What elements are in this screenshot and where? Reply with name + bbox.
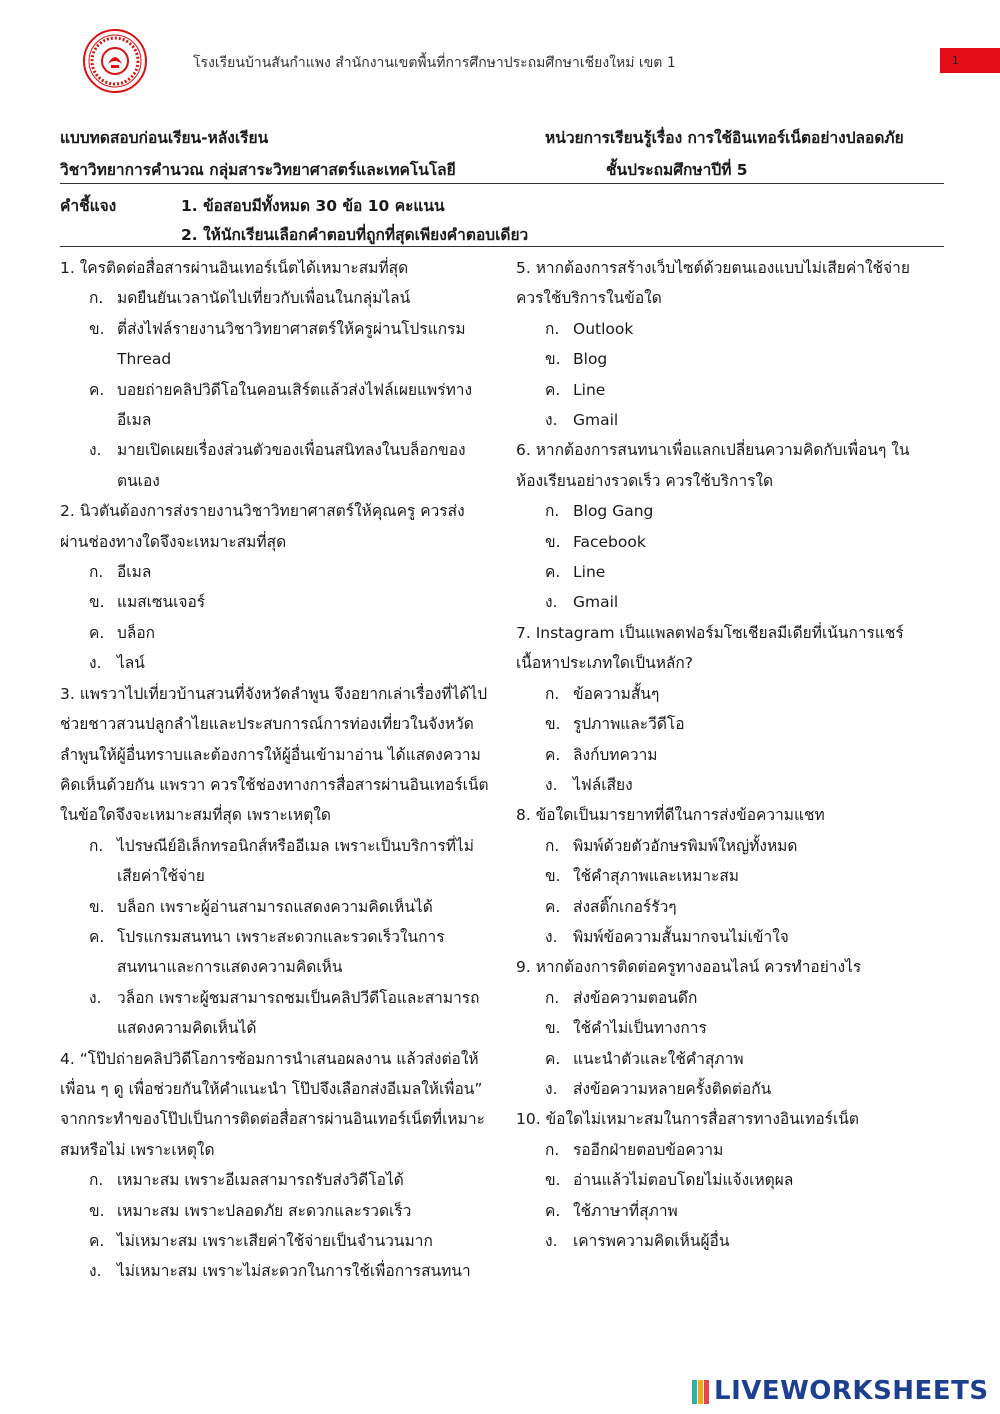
instruction-line-1: 1. ข้อสอบมีทั้งหมด 30 ข้อ 10 คะแนน: [181, 197, 445, 215]
option-text: บล็อก เพราะผู้อ่านสามารถแสดงความคิดเห็นได้: [117, 897, 433, 916]
option-text: รออีกฝ่ายตอบข้อความ: [573, 1140, 724, 1159]
option-letter: ง.: [89, 988, 102, 1007]
option-text: ไม่เหมาะสม เพราะเสียค่าใช้จ่ายเป็นจำนวนมาก: [117, 1232, 433, 1250]
option-letter: ง.: [545, 1232, 558, 1250]
option-letter: ก.: [89, 563, 104, 582]
answer-option[interactable]: [60, 1256, 490, 1286]
option-text: พิมพ์ข้อความสั้นมากจนไม่เข้าใจ: [573, 927, 789, 946]
questions-right-column: [516, 253, 942, 1256]
answer-option[interactable]: [516, 679, 942, 709]
option-text: เคารพความคิดเห็นผู้อื่น: [573, 1232, 730, 1250]
answer-option[interactable]: [516, 344, 942, 374]
option-letter: ง.: [545, 927, 558, 946]
question-text: 5. หากต้องการสร้างเว็บไซต์ด้วยตนเองแบบไม่เสียค่าใช้จ่าย ควรใช้บริการในข้อใด: [516, 259, 910, 308]
answer-option[interactable]: [516, 709, 942, 739]
option-text: ไปรษณีย์อิเล็กทรอนิกส์หรืออีเมล เพราะเป็นบริการที่ไม่เสียค่าใช้จ่าย: [117, 836, 474, 886]
option-text: รูปภาพและวีดีโอ: [573, 715, 685, 734]
option-text: มดยืนยันเวลานัดไปเที่ยวกับเพื่อนในกลุ่มไลน์: [117, 289, 411, 308]
option-text: Line: [573, 563, 606, 582]
option-letter: ค.: [545, 1049, 561, 1068]
page-number-badge: [940, 48, 1000, 73]
liveworksheets-logo: [692, 1376, 988, 1406]
option-text: ส่งสติ๊กเกอร์รัวๆ: [573, 897, 677, 916]
option-text: มายเปิดเผยเรื่องส่วนตัวของเพื่อนสนิทลงในบล็อกของตนเอง: [117, 441, 466, 490]
option-text: แนะนำตัวและใช้คำสุภาพ: [573, 1049, 744, 1068]
option-text: บอยถ่ายคลิปวิดีโอในคอนเสิร์ตแล้วส่งไฟล์เผยแพร่ทางอีเมล: [117, 380, 473, 430]
divider: [60, 183, 944, 184]
option-letter: ง.: [89, 654, 102, 673]
answer-option[interactable]: [60, 435, 490, 496]
option-text: Gmail: [573, 593, 619, 612]
option-letter: ง.: [545, 1079, 558, 1098]
option-text: พิมพ์ด้วยตัวอักษรพิมพ์ใหญ่ทั้งหมด: [573, 836, 798, 855]
option-text: เหมาะสม เพราะอีเมลสามารถรับส่งวิดีโอได้: [117, 1171, 404, 1190]
option-text: Line: [573, 380, 606, 399]
option-letter: ก.: [545, 502, 560, 521]
question-text: 9. หากต้องการติดต่อครูทางออนไลน์ ควรทำอย่างไร: [516, 958, 862, 977]
option-text: Blog Gang: [573, 502, 654, 521]
option-letter: ค.: [89, 380, 105, 399]
question-text: 6. หากต้องการสนทนาเพื่อแลกเปลี่ยนความคิดกับเพื่อนๆ ในห้องเรียนอย่างรวดเร็ว ควรใช้บริการใด: [516, 441, 910, 490]
option-letter: ค.: [545, 1201, 561, 1220]
option-letter: ข.: [89, 897, 105, 916]
school-seal-logo: [82, 28, 148, 94]
page-number: 1: [952, 54, 959, 67]
answer-option[interactable]: [516, 1196, 942, 1226]
instruction-line-2: 2. ให้นักเรียนเลือกคำตอบที่ถูกที่สุดเพียงคำตอบเดียว: [181, 226, 529, 244]
school-header: โรงเรียนบ้านสันกำแพง สำนักงานเขตพื้นที่การศึกษาประถมศึกษาเชียงใหม่ เขต 1: [193, 55, 676, 71]
option-letter: ค.: [89, 1232, 105, 1250]
answer-option[interactable]: [60, 831, 490, 892]
answer-option[interactable]: [60, 375, 490, 436]
answer-option[interactable]: [516, 405, 942, 435]
option-letter: ข.: [545, 715, 561, 734]
answer-option[interactable]: [516, 983, 942, 1013]
option-letter: ค.: [545, 897, 561, 916]
option-text: ไฟล์เสียง: [573, 775, 633, 794]
answer-option[interactable]: [516, 314, 942, 344]
option-text: Outlook: [573, 319, 634, 338]
option-text: อีเมล: [117, 563, 152, 582]
option-text: ข้อความสั้นๆ: [573, 684, 660, 703]
option-text: วล็อก เพราะผู้ชมสามารถชมเป็นคลิปวีดีโอและสามารถแสดงความคิดเห็นได้: [117, 988, 480, 1038]
answer-option[interactable]: [60, 587, 490, 617]
answer-option[interactable]: [516, 587, 942, 617]
option-letter: ข.: [545, 867, 561, 886]
option-text: ใช้ภาษาที่สุภาพ: [573, 1201, 678, 1220]
option-text: ใช้คำสุภาพและเหมาะสม: [573, 867, 740, 886]
answer-option[interactable]: [60, 648, 490, 678]
answer-option[interactable]: [516, 1044, 942, 1074]
option-letter: ข.: [545, 1171, 561, 1190]
option-text: ตี่ส่งไฟล์รายงานวิชาวิทยาศาสตร์ให้ครูผ่านโปรแกรม Thread: [117, 319, 466, 369]
option-text: ใช้คำไม่เป็นทางการ: [573, 1019, 707, 1038]
option-text: ส่งข้อความตอนดึก: [573, 988, 698, 1007]
option-letter: ก.: [545, 684, 560, 703]
answer-option[interactable]: [60, 618, 490, 648]
option-letter: ก.: [89, 289, 104, 308]
option-letter: ค.: [89, 623, 105, 642]
answer-option[interactable]: [60, 1196, 490, 1226]
answer-option[interactable]: [60, 557, 490, 587]
question-text: 4. “โป๊ปถ่ายคลิปวิดีโอการซ้อมการนำเสนอผลงาน แล้วส่งต่อให้เพื่อน ๆ ดู เพื่อช่วยกันให้คำแนะนำ โป๊ปจึงเลือกส่งอีเมลให้เพื่อน” จากกระทำของโป๊ปเป็นการติดต่อสื่อสารผ่านอินเทอร์เน็ตที่เหมาะสมหรือไม่ เพราะเหตุใด: [60, 1049, 485, 1159]
option-letter: ก.: [545, 319, 560, 338]
option-letter: ค.: [545, 563, 561, 582]
option-letter: ง.: [545, 593, 558, 612]
question-text: 8. ข้อใดเป็นมารยาทที่ดีในการส่งข้อความแชท: [516, 806, 825, 825]
option-letter: ข.: [89, 1201, 105, 1220]
option-letter: ข.: [545, 1019, 561, 1038]
liveworksheets-icon: [692, 1380, 710, 1404]
answer-option[interactable]: [60, 1165, 490, 1195]
option-letter: ก.: [89, 836, 104, 855]
option-text: โปรแกรมสนทนา เพราะสะดวกและรวดเร็วในการสนทนาและการแสดงความคิดเห็น: [117, 927, 445, 977]
answer-option[interactable]: [516, 557, 942, 587]
option-letter: ง.: [89, 441, 102, 460]
answer-option[interactable]: [516, 1013, 942, 1043]
brand-name: LIVEWORKSHEETS: [714, 1376, 989, 1406]
divider: [60, 246, 944, 247]
answer-option[interactable]: [516, 1226, 942, 1256]
option-text: อ่านแล้วไม่ตอบโดยไม่แจ้งเหตุผล: [573, 1171, 794, 1190]
question-text: 3. แพรวาไปเที่ยวบ้านสวนที่จังหวัดลำพูน จึงอยากเล่าเรื่องที่ได้ไปช่วยชาวสวนปลูกลำไยและประสบการณ์การท่องเที่ยวในจังหวัดลำพูนให้ผู้อื่นทราบและต้องการให้ผู้อื่นเข้ามาอ่าน ได้แสดงความคิดเห็นด้วยกัน แพรวา ควรใช้ช่องทางการสื่อสารผ่านอินเทอร์เน็ตในข้อใดจึงจะเหมาะสมที่สุด เพราะเหตุใด: [60, 684, 489, 825]
answer-option[interactable]: [60, 892, 490, 922]
answer-option[interactable]: [516, 861, 942, 891]
answer-option[interactable]: [516, 496, 942, 526]
question-text: 1. ใครติดต่อสื่อสารผ่านอินเทอร์เน็ตได้เหมาะสมที่สุด: [60, 259, 409, 277]
answer-option[interactable]: [516, 831, 942, 861]
option-text: ไลน์: [117, 654, 145, 673]
instructions-label: คำชี้แจง: [60, 197, 117, 215]
answer-option[interactable]: [516, 375, 942, 405]
question-text: 2. นิวตันต้องการส่งรายงานวิชาวิทยาศาสตร์ให้คุณครู ควรส่งผ่านช่องทางใดจึงจะเหมาะสมที่สุด: [60, 502, 465, 551]
option-letter: ข.: [545, 350, 561, 369]
answer-option[interactable]: [516, 527, 942, 557]
answer-option[interactable]: [516, 1135, 942, 1165]
test-title: แบบทดสอบก่อนเรียน-หลังเรียน: [60, 129, 269, 147]
option-letter: ก.: [545, 1140, 560, 1159]
option-text: บล็อก: [117, 623, 156, 642]
option-text: Facebook: [573, 532, 646, 551]
option-letter: ข.: [545, 532, 561, 551]
option-letter: ข.: [89, 319, 105, 338]
option-text: Blog: [573, 350, 608, 369]
questions-left-column: [60, 253, 490, 1287]
option-letter: ค.: [545, 380, 561, 399]
option-text: Gmail: [573, 411, 619, 430]
option-text: เหมาะสม เพราะปลอดภัย สะดวกและรวดเร็ว: [117, 1201, 412, 1220]
option-text: แมสเซนเจอร์: [117, 593, 206, 612]
option-text: ส่งข้อความหลายครั้งติดต่อกัน: [573, 1079, 772, 1098]
answer-option[interactable]: [516, 1074, 942, 1104]
unit-title: หน่วยการเรียนรู้เรื่อง การใช้อินเทอร์เน็ตอย่างปลอดภัย: [545, 129, 904, 147]
option-letter: ข.: [89, 593, 105, 612]
answer-option[interactable]: [60, 1226, 490, 1256]
answer-option[interactable]: [60, 983, 490, 1044]
answer-option[interactable]: [60, 314, 490, 375]
answer-option[interactable]: [516, 770, 942, 800]
answer-option[interactable]: [60, 283, 490, 313]
option-letter: ค.: [89, 927, 105, 946]
option-letter: ง.: [545, 411, 558, 430]
answer-option[interactable]: [516, 1165, 942, 1195]
subject-title: วิชาวิทยาการคำนวณ กลุ่มสาระวิทยาศาสตร์และเทคโนโลยี: [60, 161, 456, 179]
option-letter: ง.: [545, 775, 558, 794]
answer-option[interactable]: [60, 922, 490, 983]
question-text: 7. Instagram เป็นแพลตฟอร์มโซเชียลมีเดียที่เน้นการแชร์เนื้อหาประเภทใดเป็นหลัก?: [516, 623, 904, 673]
option-letter: ค.: [545, 745, 561, 764]
option-letter: ก.: [545, 836, 560, 855]
option-letter: ง.: [89, 1262, 102, 1281]
answer-option[interactable]: [516, 892, 942, 922]
grade-level: ชั้นประถมศึกษาปีที่ 5: [606, 161, 748, 179]
option-letter: ก.: [89, 1171, 104, 1190]
question-text: 10. ข้อใดไม่เหมาะสมในการสื่อสารทางอินเทอร์เน็ต: [516, 1110, 859, 1129]
answer-option[interactable]: [516, 740, 942, 770]
answer-option[interactable]: [516, 922, 942, 952]
option-text: ลิงก์บทความ: [573, 745, 658, 764]
option-text: ไม่เหมาะสม เพราะไม่สะดวกในการใช้เพื่อการสนทนา: [117, 1262, 471, 1281]
option-letter: ก.: [545, 988, 560, 1007]
